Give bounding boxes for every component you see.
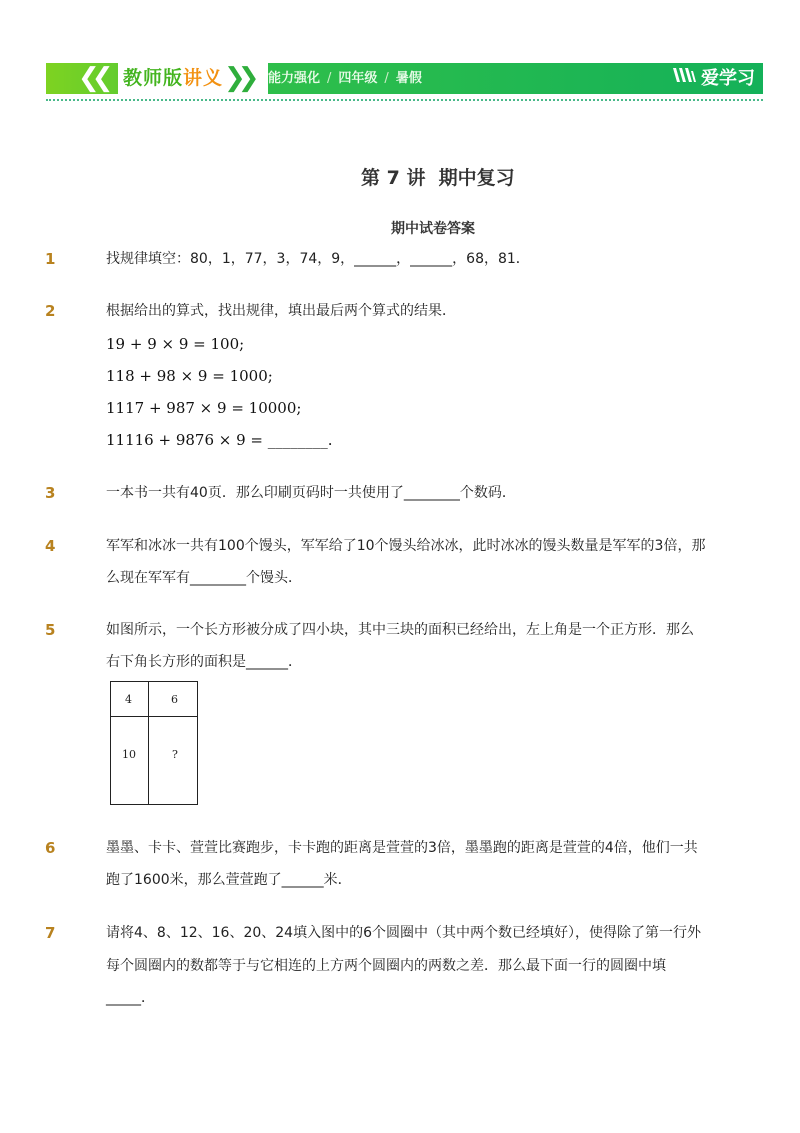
brand-logo [671,63,755,94]
question-number-3: 3 [45,484,56,502]
question-text-7-line-3: _____． [106,990,155,1006]
question-text-5-line-2: 右下角长方形的面积是______． [106,654,302,670]
figure-cell-bottom-right: ? [172,748,178,761]
equation-4: 11116 + 9876 × 9 = ________. [106,431,333,449]
question-number-6: 6 [45,839,56,857]
question-text-3: 一本书一共有40页．那么印刷页码时一共使用了________个数码． [106,485,516,501]
edition-label [123,63,223,94]
question-text-6-line-2: 跑了1600米，那么萱萱跑了______米． [106,872,352,888]
question-text-7-line-2: 每个圆圈内的数都等于与它相连的上方两个圆圈内的两数之差．那么最下面一行的圆圈中填 [106,958,666,974]
question-text-1: 找规律填空：80，1，77，3，74，9，______，______，68，81． [106,251,530,267]
question-number-7: 7 [45,924,56,942]
figure-cell-top-left: 4 [125,693,132,706]
question-text-4-line-1: 军军和冰冰一共有100个馒头，军军给了10个馒头给冰冰，此时冰冰的馒头数量是军军的3倍，那 [106,538,706,554]
question-text-6-line-1: 墨墨、卡卡、萱萱比赛跑步，卡卡跑的距离是萱萱的3倍，墨墨跑的距离是萱萱的4倍，他们一共 [106,840,698,856]
question-text-7-line-1: 请将4、8、12、16、20、24填入图中的6个圆圈中（其中两个数已经填好），使得除了第一行外 [106,925,701,941]
question-text-5-line-1: 如图所示，一个长方形被分成了四小块，其中三块的面积已经给出，左上角是一个正方形．那么 [106,622,694,638]
question-number-4: 4 [45,537,56,555]
figure-vertical-divider [148,682,149,804]
figure-cell-top-right: 6 [171,693,178,706]
header-banner [46,63,763,94]
equation-3: 1117 + 987 × 9 = 10000; [106,399,302,417]
brand-name: 爱学习 [701,68,755,89]
breadcrumb-separator: / [384,71,389,86]
breadcrumb [268,63,422,94]
question-text-4-line-2: 么现在军军有________个馒头． [106,570,302,586]
figure-horizontal-divider [111,716,197,717]
breadcrumb-separator: / [327,71,332,86]
chevrons-left-icon: ❮❮ [78,63,106,93]
breadcrumb-item-1: 能力强化 [268,71,321,86]
edition-label-main: 教师版 [123,67,184,89]
equation-1: 19 + 9 × 9 = 100; [106,335,245,353]
header-divider [46,99,763,101]
page-title: 第 7 讲 期中复习 [361,167,515,189]
question-number-2: 2 [45,302,56,320]
equation-2: 118 + 98 × 9 = 1000; [106,367,273,385]
question-number-1: 1 [45,250,56,268]
question-number-5: 5 [45,621,56,639]
breadcrumb-item-3: 暑假 [395,71,422,86]
figure-cell-bottom-left: 10 [122,748,136,761]
breadcrumb-item-2: 四年级 [338,71,378,86]
rectangle-figure [110,681,198,805]
section-title: 期中试卷答案 [391,221,475,237]
book-logo-icon [671,64,697,95]
question-text-2: 根据给出的算式，找出规律，填出最后两个算式的结果． [106,303,456,319]
chevrons-right-icon: ❯❯ [224,63,252,93]
edition-label-accent: 讲义 [183,67,224,89]
